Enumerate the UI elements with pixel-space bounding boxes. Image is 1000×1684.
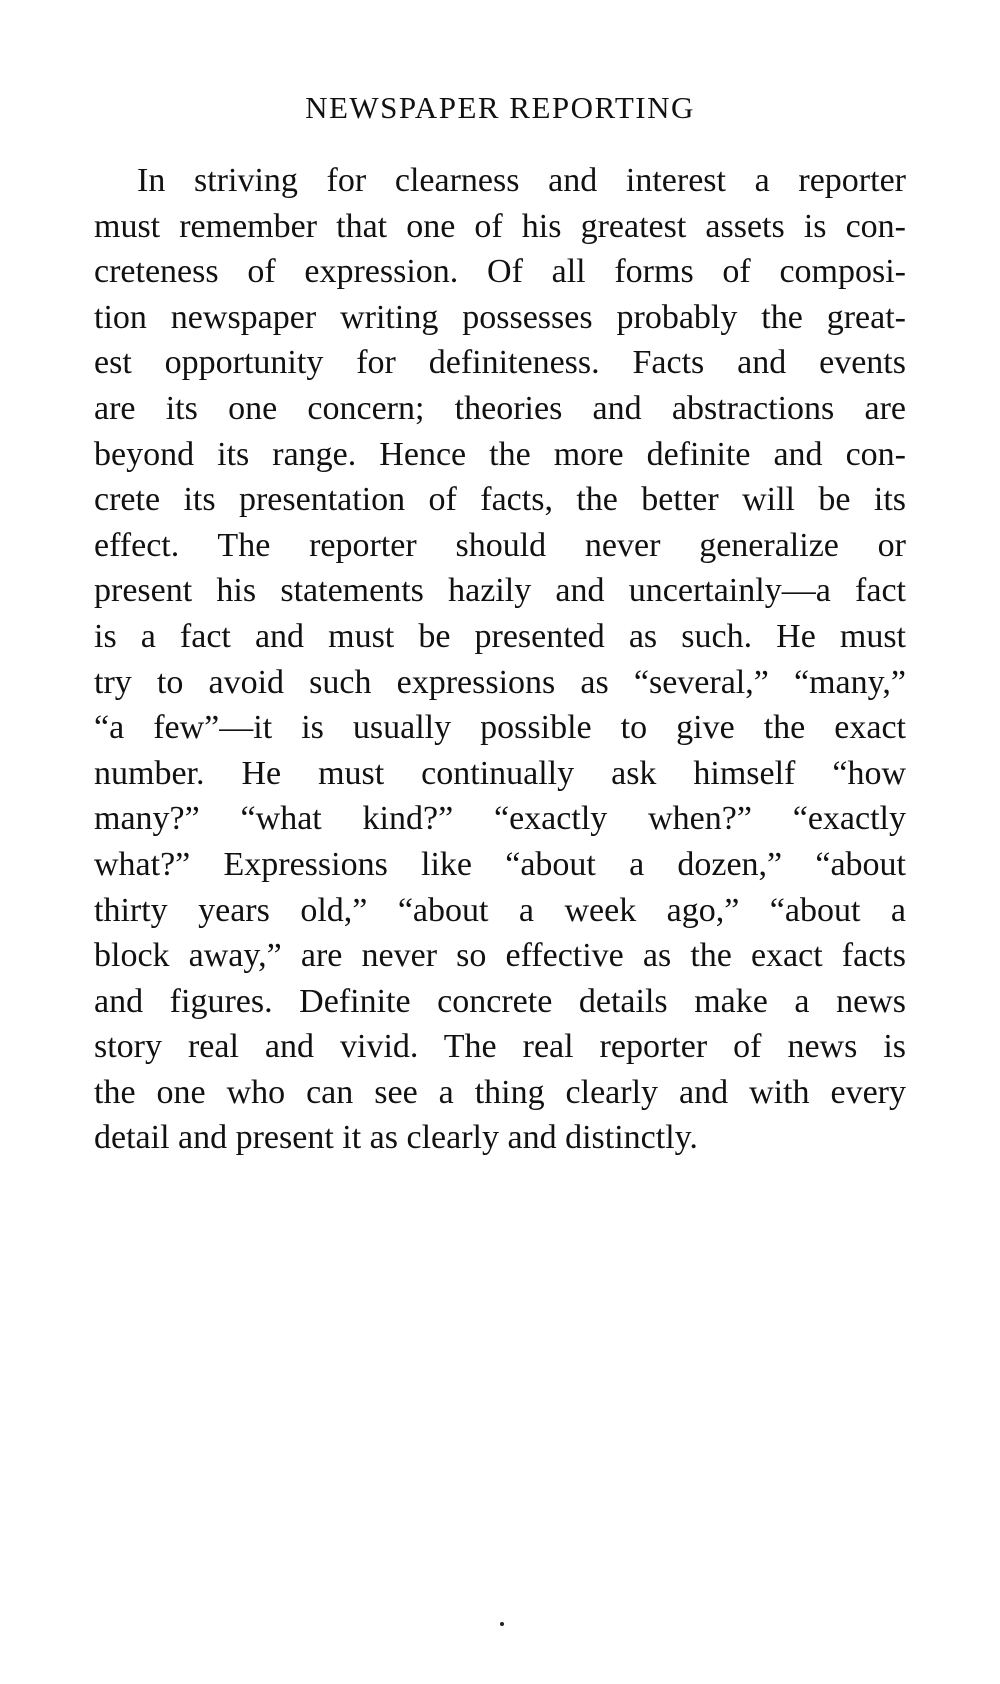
text-line: In striving for clearness and interest a reporter (137, 162, 906, 199)
text-line: effect. The reporter should never generalize or (94, 526, 906, 564)
text-line: many?” “what kind?” “exactly when?” “exactly (94, 800, 906, 838)
text-line: story real and vivid. The real reporter of news is (94, 1028, 906, 1066)
text-line: thirty years old,” “about a week ago,” “about a (94, 891, 906, 929)
text-line: is a fact and must be presented as such. He must (94, 617, 906, 655)
text-line: est opportunity for definiteness. Facts and events (94, 344, 906, 382)
running-head: NEWSPAPER REPORTING (305, 90, 695, 125)
text-line: “a few”—it is usually possible to give the exact (94, 709, 906, 747)
text-line: beyond its range. Hence the more definite and con- (94, 435, 906, 473)
text-line: creteness of expression. Of all forms of composi- (94, 253, 906, 291)
text-line: are its one concern; theories and abstractions are (94, 389, 906, 427)
text-line: and figures. Definite concrete details make a news (94, 982, 906, 1020)
text-line: what?” Expressions like “about a dozen,” “about (94, 845, 906, 883)
text-line: crete its presentation of facts, the better will be its (94, 481, 906, 519)
text-line: try to avoid such expressions as “several,” “many,” (94, 663, 906, 701)
text-line: number. He must continually ask himself “how (94, 754, 906, 792)
text-line: must remember that one of his greatest assets is con- (94, 207, 906, 245)
text-line: detail and present it as clearly and distinctly. (94, 1119, 698, 1157)
text-line: tion newspaper writing possesses probably the great- (94, 298, 906, 336)
body-paragraph (94, 158, 906, 1161)
text-line: block away,” are never so effective as the exact facts (94, 937, 906, 975)
text-line: present his statements hazily and uncertainly—a fact (94, 572, 906, 610)
print-speck (500, 1622, 504, 1626)
text-line: the one who can see a thing clearly and with every (94, 1073, 906, 1111)
